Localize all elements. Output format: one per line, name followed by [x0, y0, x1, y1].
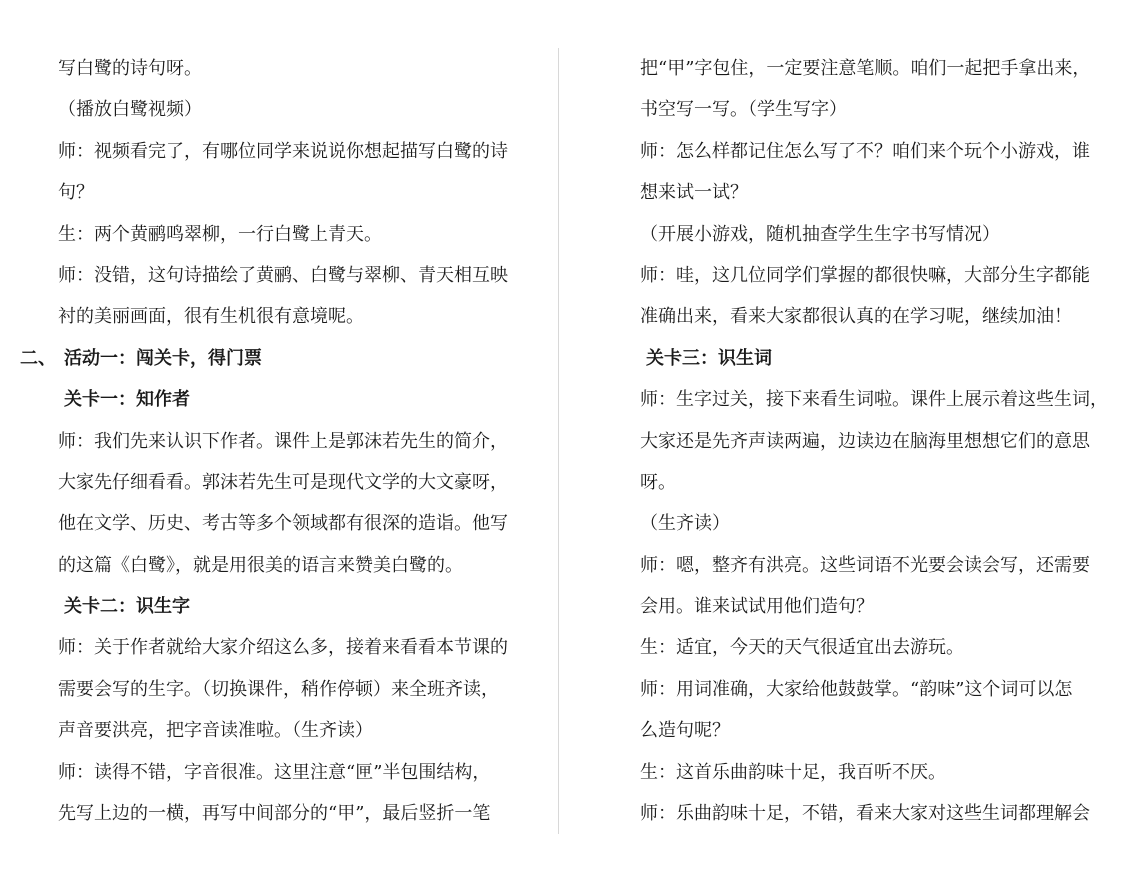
text-line: 生：两个黄鹂鸣翠柳，一行白鹭上青天。 [58, 223, 382, 245]
text-line: 把“甲”字包住，一定要注意笔顺。咱们一起把手拿出来， [640, 58, 1091, 79]
text-line: （播放白鹭视频） [58, 99, 202, 121]
text-line: 大家还是先齐声读两遍，边读边在脑海里想想它们的意思 [640, 430, 1090, 452]
section-number: 二、 [20, 347, 56, 369]
text-line: 句？ [58, 182, 94, 204]
text-line: 的这篇《白鹭》，就是用很美的语言来赞美白鹭的。 [58, 554, 463, 576]
text-line: 会用。谁来试试用他们造句？ [640, 596, 874, 618]
text-line: 想来试一试？ [640, 182, 748, 204]
text-line: 师：怎么样都记住怎么写了不？咱们来个玩个小游戏，谁 [640, 140, 1090, 162]
text-line: 衬的美丽画面，很有生机很有意境呢。 [58, 306, 364, 328]
left-column [20, 48, 525, 834]
section-title: 活动一：闯关卡，得门票 [64, 347, 262, 369]
column-divider [558, 48, 559, 834]
text-line: 师：视频看完了，有哪位同学来说说你想起描写白鹭的诗 [58, 140, 508, 162]
right-column [640, 48, 1108, 834]
text-line: （开展小游戏，随机抽查学生生字书写情况） [640, 223, 1000, 245]
text-line: 生：这首乐曲韵味十足，我百听不厌。 [640, 761, 946, 783]
text-line: 师：关于作者就给大家介绍这么多，接着来看看本节课的 [58, 637, 508, 659]
sub-heading: 关卡三：识生词 [646, 347, 772, 369]
text-line: 师：用词准确，大家给他鼓鼓掌。“韵味”这个词可以怎 [640, 678, 1073, 700]
text-line: 先写上边的一横，再写中间部分的“甲”，最后竖折一笔 [58, 803, 491, 825]
text-line: 大家先仔细看看。郭沫若先生可是现代文学的大文豪呀， [58, 471, 508, 493]
text-line: 声音要洪亮，把字音读准啦。（生齐读） [58, 720, 373, 742]
text-line: 师：读得不错，字音很准。这里注意“匣”半包围结构， [58, 761, 491, 783]
text-line: 师：没错，这句诗描绘了黄鹂、白鹭与翠柳、青天相互映 [58, 264, 508, 286]
text-line: 么造句呢？ [640, 720, 730, 742]
text-line: 呀。 [640, 471, 676, 493]
sub-heading: 关卡一：知作者 [64, 389, 190, 411]
text-line: 师：哇，这几位同学们掌握的都很快嘛，大部分生字都能 [640, 264, 1090, 286]
text-line: 他在文学、历史、考古等多个领域都有很深的造诣。他写 [58, 513, 508, 535]
section-heading [20, 338, 525, 379]
text-line: 准确出来，看来大家都很认真的在学习呢，继续加油！ [640, 306, 1072, 328]
sub-heading: 关卡二：识生字 [64, 596, 190, 618]
text-line: 生：适宜，今天的天气很适宜出去游玩。 [640, 637, 964, 659]
text-line: （生齐读） [640, 513, 730, 535]
text-line: 师：嗯，整齐有洪亮。这些词语不光要会读会写，还需要 [640, 554, 1090, 576]
text-line: 书空写一写。（学生写字） [640, 99, 847, 121]
text-line: 师：生字过关，接下来看生词啦。课件上展示着这些生词， [640, 389, 1108, 411]
text-line: 师：乐曲韵味十足，不错，看来大家对这些生词都理解会 [640, 803, 1090, 825]
text-line: 写白鹭的诗句呀。 [58, 58, 202, 79]
text-line: 需要会写的生字。（切换课件，稍作停顿）来全班齐读， [58, 678, 499, 700]
text-line: 师：我们先来认识下作者。课件上是郭沫若先生的简介， [58, 430, 508, 452]
